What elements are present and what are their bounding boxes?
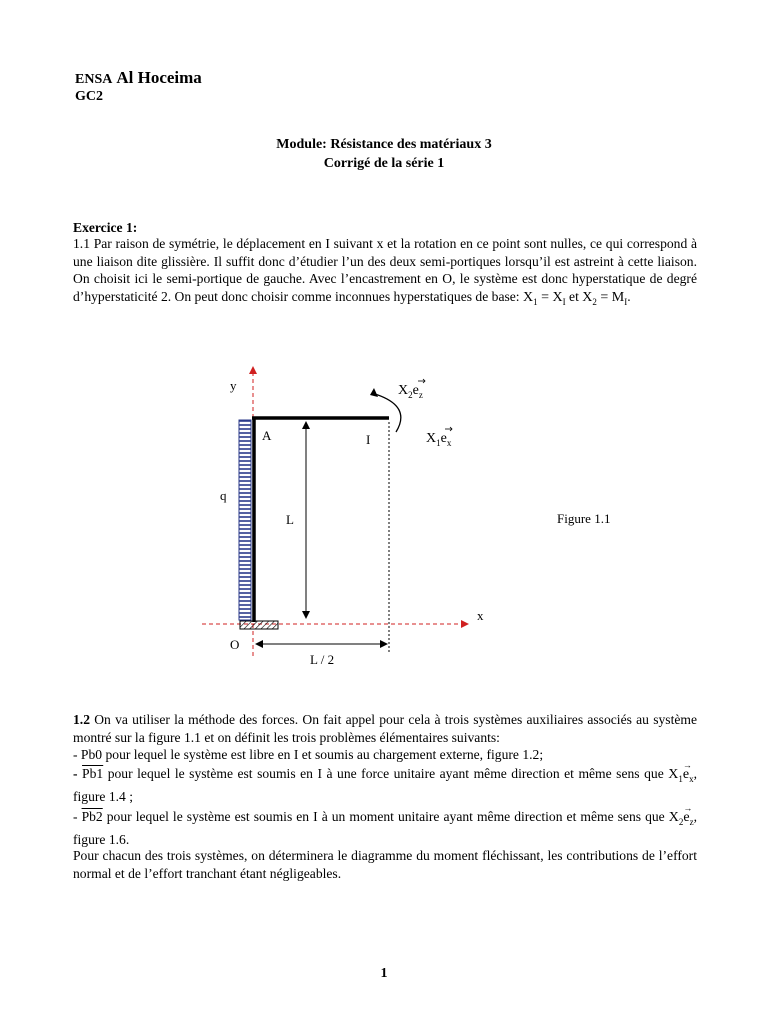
pb2-name: Pb2 bbox=[81, 809, 103, 824]
label-l: L bbox=[286, 512, 294, 527]
p12-text: On va utiliser la méthode des forces. On fait appel pour cela à trois systèmes auxiliaires associés au système montré sur la figure 1.1 et on définit les trois problèmes élémentaires suivants: bbox=[73, 712, 697, 745]
label-i: I bbox=[366, 432, 371, 447]
item-pb0: - Pb0 pour lequel le système est libre en I et soumis au chargement externe, figure 1.2; bbox=[73, 747, 544, 762]
p11-text: Par raison de symétrie, le déplacement en I suivant x et la rotation en ce point sont nulles, ce qui correspond à une liaison dite glissière. Il suffit donc d’étudier l’un des deux semi-portiques lorsqu’il est astreint à cette liaison. On choisit ici le semi-portique de gauche. Avec l’encastrement en O, le système est donc hyperstatique de degré d’hyperstaticité 2. On peut donc choisir comme inconnues hyperstatiques de base: bbox=[73, 236, 697, 304]
label-q: q bbox=[220, 488, 227, 503]
p11-equation-2: $X_2 = M_I$ bbox=[582, 289, 628, 307]
class-code: GC2 bbox=[75, 89, 103, 104]
item-pb1: - Pb1 pour lequel le système est soumis en I à une force unitaire ayant même direction et même sens que $X_1\to e_x$, figure 1.4 ; bbox=[73, 765, 697, 806]
p11-and: et bbox=[569, 288, 579, 304]
series-subtitle: Corrigé de la série 1 bbox=[323, 156, 445, 171]
module-title: Module: Résistance des matériaux 3 bbox=[276, 137, 492, 152]
closing-paragraph: Pour chacun des trois systèmes, on déterminera le diagramme du moment fléchissant, les contributions de l’effort normal et de l’effort tranchant étant négligeables. bbox=[73, 848, 697, 881]
pb1-name: Pb1 bbox=[82, 766, 104, 781]
distributed-load-q bbox=[239, 420, 251, 620]
figure-1-1 bbox=[190, 360, 510, 680]
label-x2-ez: $X_2e_z$ bbox=[398, 383, 423, 400]
paragraph-1-1: 1.1 Par raison de symétrie, le déplacement en I suivant x et la rotation en ce point sont nulles, ce qui correspond à une liaison dite glissière. Il suffit donc d’étudier l’un des deux semi-portiques lorsqu’il est astreint à cette liaison. On choisit ici le semi-portique de gauche. Avec l’encastrement en O, le système est donc hyperstatique de degré d’hyperstaticité 2. On peut donc choisir comme inconnues hyperstatiques de base: $X_1 = X_I$ et $X_2 = M_I$. bbox=[73, 236, 697, 307]
label-x1-ex: $X_1e_x$ bbox=[426, 431, 452, 448]
item-pb2: - Pb2 pour lequel le système est soumis en I à un moment unitaire ayant même direction et même sens que $X_2\to e_z$, figure 1.6. bbox=[73, 808, 697, 849]
label-half-l: L / 2 bbox=[310, 652, 335, 667]
p11-number: 1.1 bbox=[73, 236, 90, 251]
fixed-support-o bbox=[240, 621, 278, 629]
moment-arc-icon bbox=[375, 394, 401, 432]
p11-equation-1: $X_1 = X_I$ bbox=[523, 289, 566, 307]
exercise-heading: Exercice 1: bbox=[73, 220, 138, 235]
pb2-vector: $X_2\to e_z$ bbox=[669, 810, 694, 825]
school-city: Al Hoceima bbox=[116, 68, 202, 87]
label-x: x bbox=[477, 608, 484, 623]
label-o: O bbox=[230, 637, 240, 652]
school-name bbox=[75, 68, 202, 88]
label-a: A bbox=[262, 428, 272, 443]
p12-number: 1.2 bbox=[73, 712, 90, 727]
pb1-vector: $X_1\to e_x$ bbox=[668, 767, 693, 782]
page-number: 1 bbox=[380, 966, 388, 981]
school-prefix: ENSA bbox=[75, 72, 113, 87]
paragraph-1-2 bbox=[73, 711, 697, 746]
figure-caption: Figure 1.1 bbox=[557, 511, 611, 526]
label-y: y bbox=[230, 378, 237, 393]
